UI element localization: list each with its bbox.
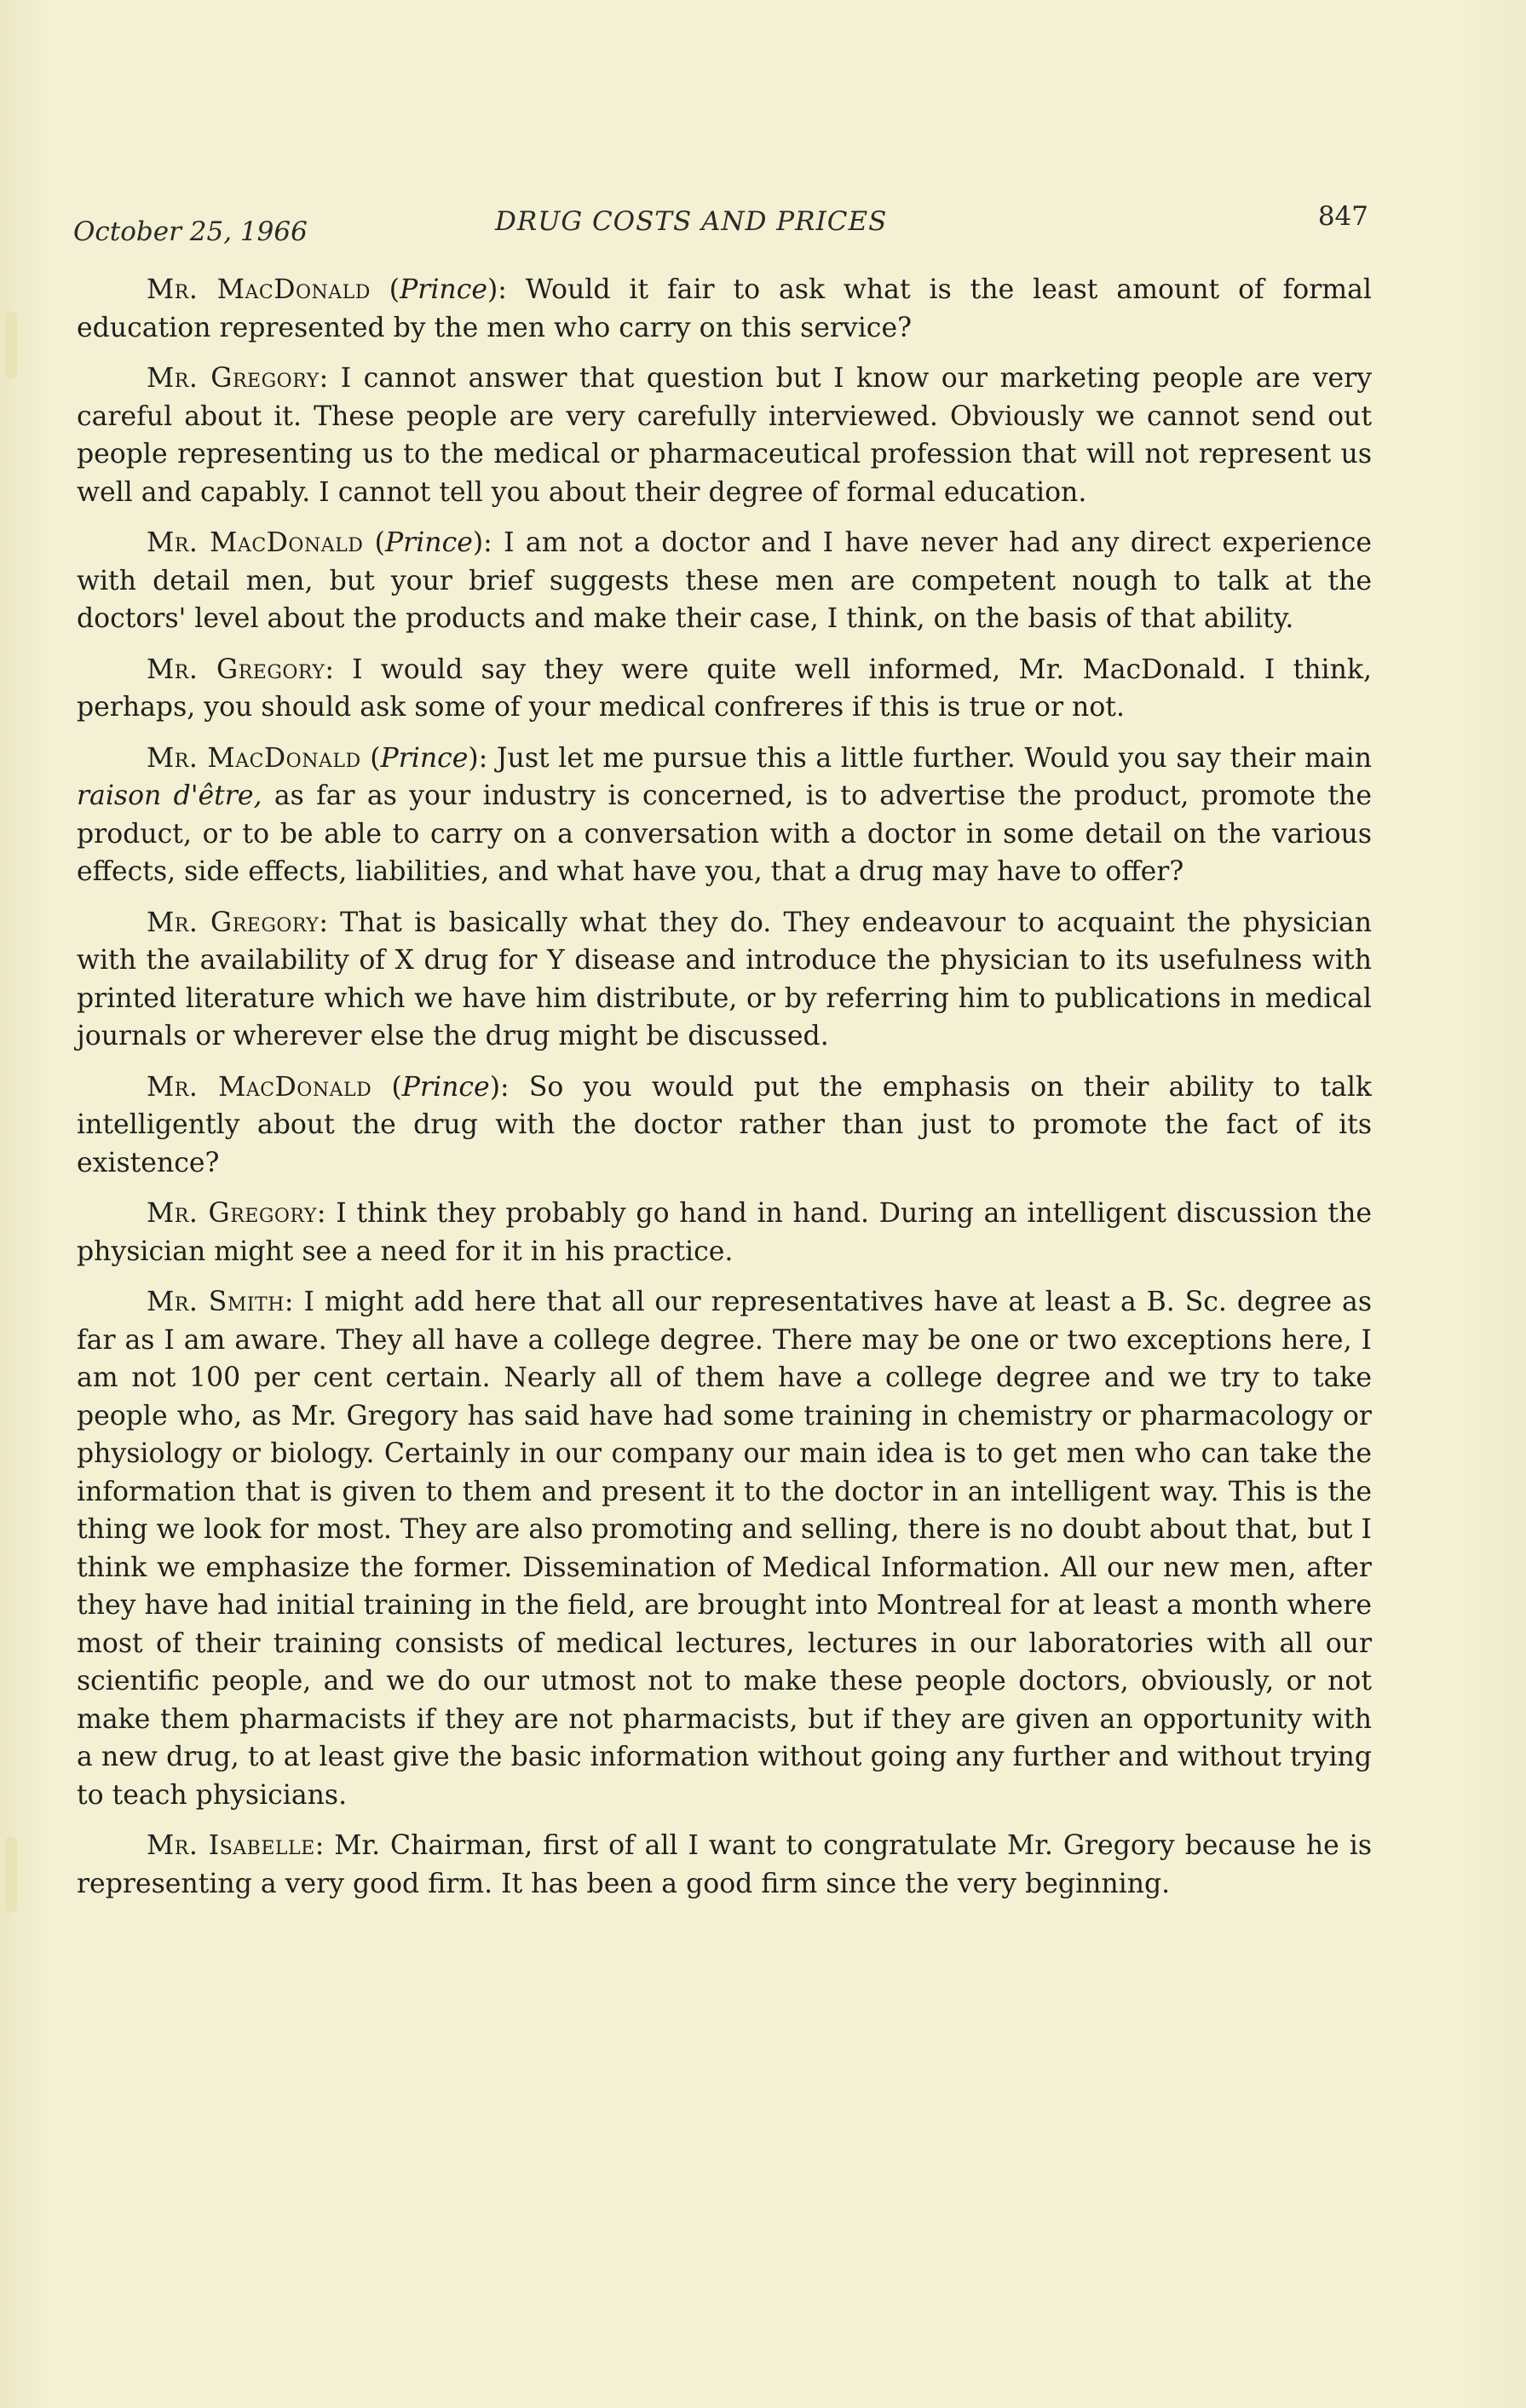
paragraph: Mr. MacDonald (Prince): I am not a doctor and I have never had any direct experience with detail men, but your brief suggests these men are competent nough to talk at the doctors' level about the products and make their case, I think, on the basis of that ability. [77, 527, 1372, 634]
speaker-riding: Prince [400, 274, 487, 305]
paragraph-text: I think they probably go hand in hand. During an intelligent discussion the physician might see a need for it in his practice. [77, 1198, 1372, 1267]
transcript-body [77, 271, 1372, 1915]
speaker-name: Mr. Isabelle [147, 1830, 315, 1861]
paragraph-text: Mr. Chairman, first of all I want to congratulate Mr. Gregory because he is representing a very good firm. It has been a good firm since the very beginning. [77, 1830, 1372, 1899]
paragraph: Mr. Gregory: That is basically what they do. They endeavour to acquaint the physician with the availability of X drug for Y disease and introduce the physician to its usefulness with printed literature which we have him distribute, or by referring him to publications in medical journals or wherever else the drug might be discussed. [77, 907, 1372, 1051]
speaker-name: Mr. MacDonald [147, 1071, 372, 1103]
speaker-name: Mr. Gregory [147, 907, 320, 938]
speaker-riding: Prince [401, 1071, 490, 1103]
binding-mark-bottom [5, 1836, 17, 1913]
paragraph: Mr. Gregory: I would say they were quite well informed, Mr. MacDonald. I think, perhaps, you should ask some of your medical confreres if this is true or not. [77, 654, 1372, 723]
paragraph-text: I might add here that all our representatives have at least a B. Sc. degree as far as I am aware. They all have a college degree. There may be one or two exceptions here, I am not 100 per cent certain. Nearly all of them have a college degree and we try to take people who, as Mr. Gregory has said have had some training in chemistry or pharmacology or physiology or biology. Certainly in our company our main idea is to get men who can take the information that is given to them and present it to the doctor in an intelligent way. This is the thing we look for most. They are also promoting and selling, there is no doubt about that, but I think we emphasize the former. Dissemination of Medical Information. All our new men, after they have had initial training in the field, are brought into Montreal for at least a month where most of their training consists of medical lectures, lectures in our laboratories with all our scientific people, and we do our utmost not to make these people doctors, obviously, or not make them pharmacists if they are not pharmacists, but if they are given an opportunity with a new drug, to at least give the basic information without going any further and without trying to teach physicians. [77, 1287, 1373, 1811]
paragraph-text: I am not a doctor and I have never had any direct experience with detail men, but your brief suggests these men are competent nough to talk at the doctors' level about the products and make their case, I think, on the basis of that ability. [77, 527, 1372, 634]
paragraph: Mr. MacDonald (Prince): Just let me pursue this a little further. Would you say their main raison d'être, as far as your industry is concerned, is to advertise the product, promote the product, or to be able to carry on a conversation with a doctor in some detail on the various effects, side effects, liabilities, and what have you, that a drug may have to offer? [77, 742, 1373, 887]
page-number: 847 [1317, 201, 1368, 232]
paragraph-text: Just let me pursue this a little further. Would you say their main [496, 742, 1373, 774]
header-date: October 25, 1966 [73, 216, 308, 247]
paragraph-text: as far as your industry is concerned, is to advertise the product, promote the product, or to be able to carry on a conversation with a doctor in some detail on the various effects, side effects, liabilities, and what have you, that a drug may have to offer? [77, 781, 1372, 887]
speaker-name: Mr. Gregory [147, 654, 325, 685]
paragraph-text: I cannot answer that question but I know our marketing people are very careful about it. These people are very carefully interviewed. Obviously we cannot send out people representing us to the medical or pharmaceutical profession that will not represent us well and capably. I cannot tell you about their degree of formal education. [77, 363, 1372, 508]
page-header [73, 201, 1368, 247]
speaker-riding: Prince [380, 742, 469, 774]
paragraph: Mr. Isabelle: Mr. Chairman, first of all I want to congratulate Mr. Gregory because he is representing a very good firm. It has been a good firm since the very beginning. [77, 1830, 1372, 1899]
paragraph: Mr. Gregory: I think they probably go hand in hand. During an intelligent discussion the physician might see a need for it in his practice. [77, 1198, 1372, 1267]
paragraph: Mr. MacDonald (Prince): Would it fair to ask what is the least amount of formal education represented by the men who carry on this service? [77, 274, 1372, 343]
paragraph-italic-phrase: raison d'être, [77, 781, 262, 811]
paragraph-text: So you would put the emphasis on their ability to talk intelligently about the drug with the doctor rather than just to promote the fact of its existence? [77, 1071, 1373, 1178]
paragraph-text: That is basically what they do. They endeavour to acquaint the physician with the availability of X drug for Y disease and introduce the physician to its usefulness with printed literature which we have him distribute, or by referring him to publications in medical journals or wherever else the drug might be discussed. [77, 907, 1372, 1051]
binding-mark-top [5, 311, 17, 379]
header-title: DRUG COSTS AND PRICES [495, 206, 888, 237]
paragraph: Mr. Gregory: I cannot answer that question but I know our marketing people are very careful about it. These people are very carefully interviewed. Obviously we cannot send out people representing us to the medical or pharmaceutical profession that will not represent us well and capably. I cannot tell you about their degree of formal education. [77, 363, 1372, 508]
speaker-name: Mr. MacDonald [147, 742, 361, 774]
paragraph-text: Would it fair to ask what is the least amount of formal education represented by the men who carry on this service? [77, 274, 1372, 343]
speaker-name: Mr. Gregory [147, 363, 320, 394]
speaker-riding: Prince [384, 527, 473, 558]
speaker-name: Mr. MacDonald [147, 274, 371, 305]
paragraph-text: I would say they were quite well informed, Mr. MacDonald. I think, perhaps, you should ask some of your medical confreres if this is true or not. [77, 654, 1372, 723]
speaker-name: Mr. Gregory [147, 1198, 317, 1229]
speaker-name: Mr. Smith [147, 1287, 285, 1317]
speaker-name: Mr. MacDonald [147, 527, 364, 558]
paragraph: Mr. Smith: I might add here that all our representatives have at least a B. Sc. degree as far as I am aware. They all have a college degree. There may be one or two exceptions here, I am not 100 per cent certain. Nearly all of them have a college degree and we try to take people who, as Mr. Gregory has said have had some training in chemistry or pharmacology or physiology or biology. Certainly in our company our main idea is to get men who can take the information that is given to them and present it to the doctor in an intelligent way. This is the thing we look for most. They are also promoting and selling, there is no doubt about that, but I think we emphasize the former. Dissemination of Medical Information. All our new men, after they have had initial training in the field, are brought into Montreal for at least a month where most of their training consists of medical lectures, lectures in our laboratories with all our scientific people, and we do our utmost not to make these people doctors, obviously, or not make them pharmacists if they are not pharmacists, but if they are given an opportunity with a new drug, to at least give the basic information without going any further and without trying to teach physicians. [77, 1287, 1373, 1811]
paragraph: Mr. MacDonald (Prince): So you would put the emphasis on their ability to talk intelligently about the drug with the doctor rather than just to promote the fact of its existence? [77, 1071, 1373, 1178]
